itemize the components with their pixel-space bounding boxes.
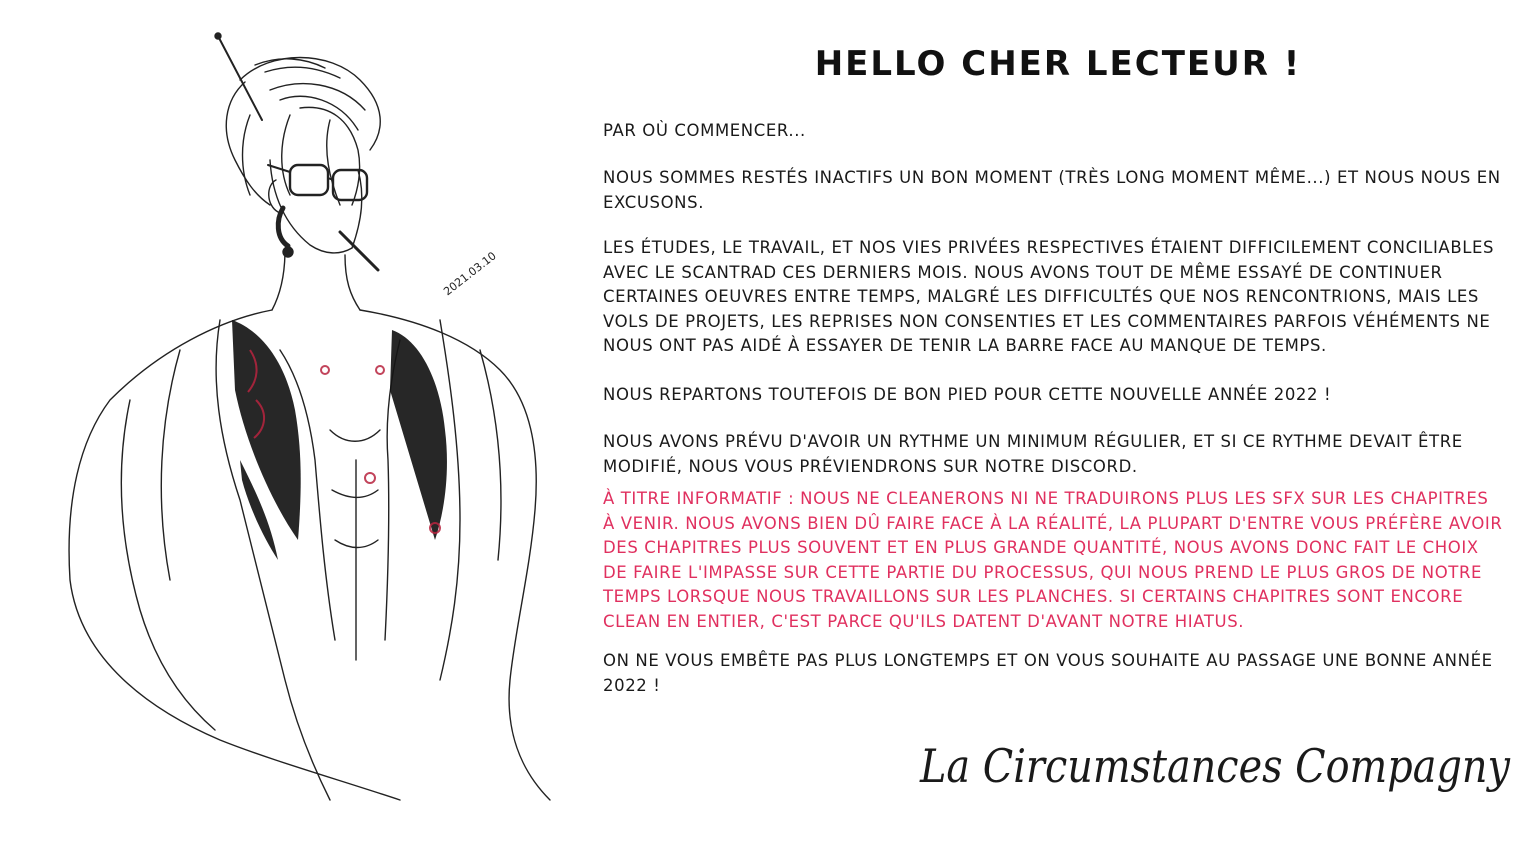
team-signature-text: La Circumstances Compagny	[919, 739, 1511, 793]
letter-paragraph-3: LES ÉTUDES, LE TRAVAIL, ET NOS VIES PRIVÉES RESPECTIVES ÉTAIENT DIFFICILEMENT CONCILIABLES AVEC LE SCANTRAD CES DERNIERS MOIS. NOUS AVONS TOUT DE MÊME ESSAYÉ DE CONTINUER CERTAINES OEUVRES ENTRE TEMPS, MALGRÉ LES DIFFICULTÉS QUE NOS RENCONTRIONS, MAIS LES VOLS DE PROJETS, LES REPRISES NON CONSENTIES ET LES COMMENTAIRES PARFOIS VÉHÉMENTS NE NOUS ONT PAS AIDÉ À ESSAYER DE TENIR LA BARRE FACE AU MANQUE DE TEMPS.	[603, 238, 1495, 355]
letter-paragraph-1: PAR OÙ COMMENCER...	[603, 121, 806, 140]
letter-title: HELLO CHER LECTEUR !	[814, 44, 1302, 84]
letter-paragraph-2: NOUS SOMMES RESTÉS INACTIFS UN BON MOMENT (TRÈS LONG MOMENT MÊME...) ET NOUS NOUS EN EXCUSONS.	[603, 168, 1501, 212]
artist-signature-date: 2021.03.10	[441, 249, 499, 299]
letter-paragraph-4: NOUS REPARTONS TOUTEFOIS DE BON PIED POUR CETTE NOUVELLE ANNÉE 2022 !	[603, 385, 1332, 404]
letter-paragraph-closing: ON NE VOUS EMBÊTE PAS PLUS LONGTEMPS ET ON VOUS SOUHAITE AU PASSAGE UNE BONNE ANNÉE 2022 !	[603, 651, 1493, 695]
team-signature	[900, 710, 1520, 820]
portrait-drawing	[40, 20, 600, 810]
portrait-illustration	[40, 20, 600, 810]
letter-paragraph-5: NOUS AVONS PRÉVU D'AVOIR UN RYTHME UN MINIMUM RÉGULIER, ET SI CE RYTHME DEVAIT ÊTRE MODIFIÉ, NOUS VOUS PRÉVIENDRONS SUR NOTRE DISCORD.	[603, 432, 1463, 476]
letter-notice-paragraph: À TITRE INFORMATIF : NOUS NE CLEANERONS NI NE TRADUIRONS PLUS LES SFX SUR LES CHAPITRES À VENIR. NOUS AVONS BIEN DÛ FAIRE FACE À LA RÉALITÉ, LA PLUPART D'ENTRE VOUS PRÉFÈRE AVOIR DES CHAPITRES PLUS SOUVENT ET EN PLUS GRANDE QUANTITÉ, NOUS AVONS DONC FAIT LE CHOIX DE FAIRE L'IMPASSE SUR CETTE PARTIE DU PROCESSUS, QUI NOUS PREND LE PLUS GROS DE NOTRE TEMPS LORSQUE NOUS TRAVAILLONS SUR LES PLANCHES. SI CERTAINS CHAPITRES SONT ENCORE CLEAN EN ENTIER, C'EST PARCE QU'ILS DATENT D'AVANT NOTRE HIATUS.	[603, 489, 1503, 631]
